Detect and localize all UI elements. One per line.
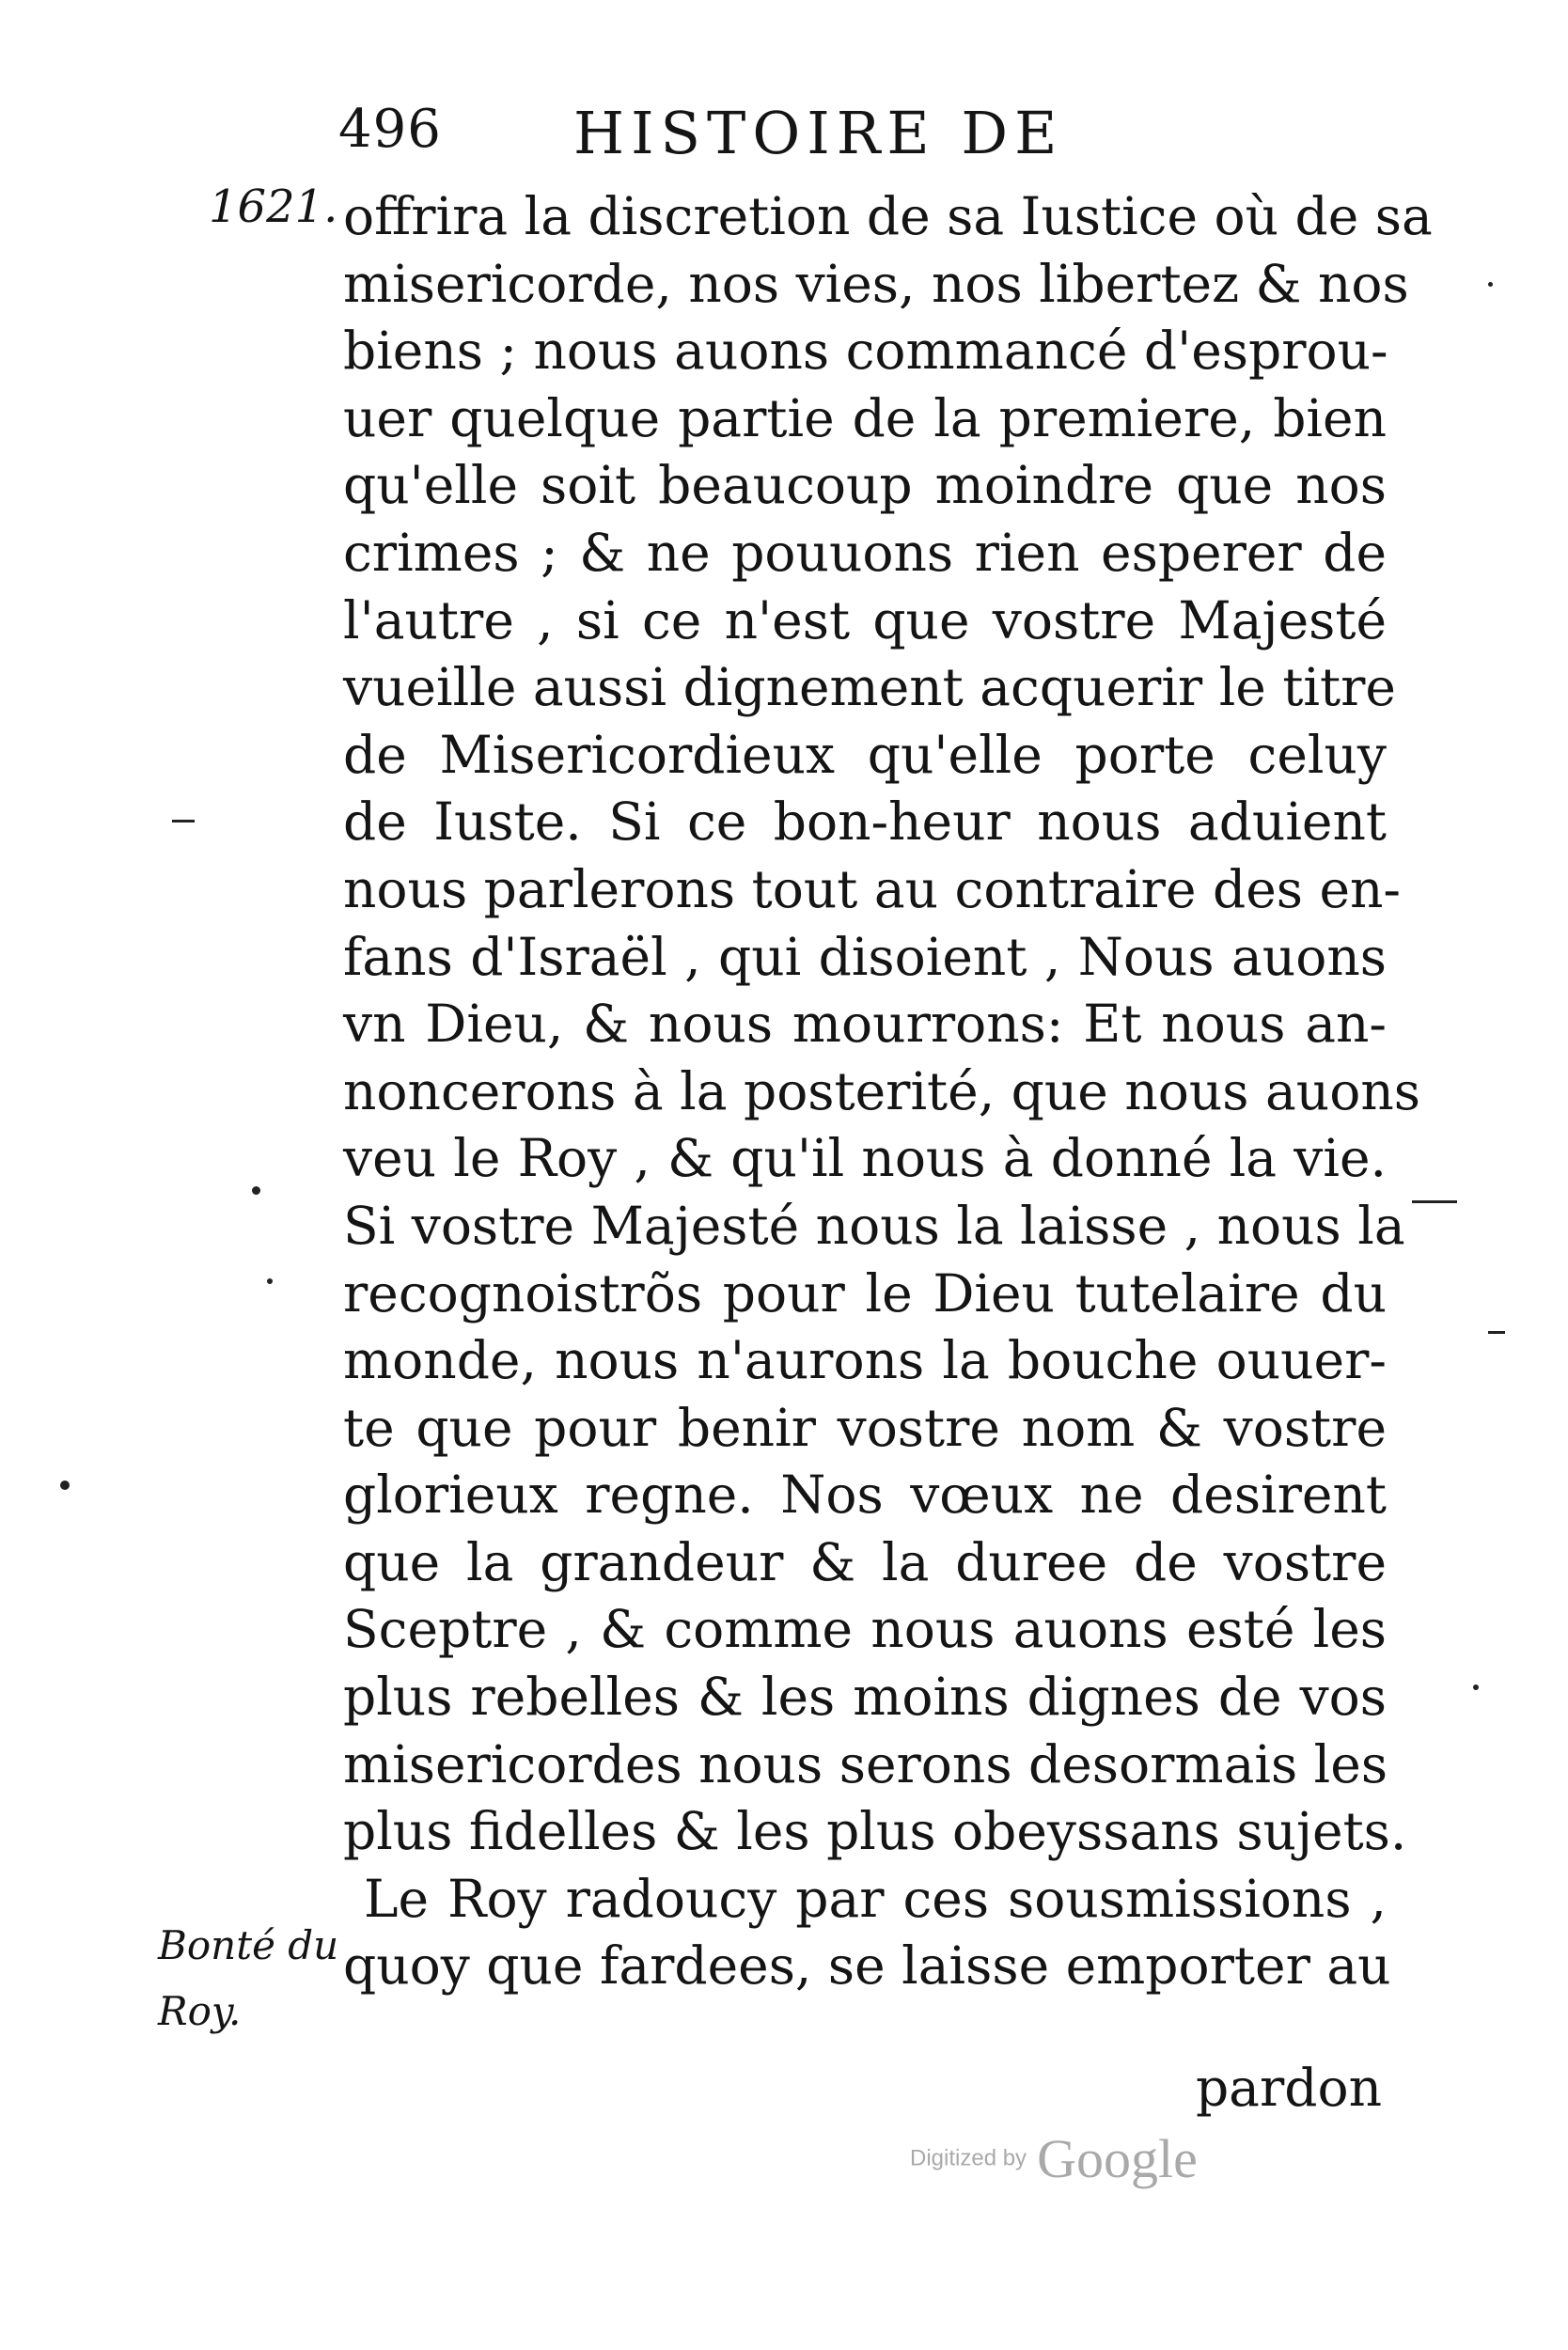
body-text [343,183,1433,2000]
catchword: pardon [1195,2058,1382,2118]
margin-year: 1621. [209,180,338,233]
margin-dash [1412,1200,1457,1203]
text-line: Sceptre , & comme nous auons esté les [343,1599,1387,1660]
page-header [338,99,1184,183]
margin-note [158,1913,346,2044]
ink-speck [1473,1684,1479,1690]
text-line: de Iuste. Si ce bon-heur nous aduient [343,791,1387,853]
text-line: offrira la discretion de sa Iustice où de sa [343,186,1433,246]
text-line: quoy que fardees, se laisse emporter au [343,1935,1391,1997]
margin-dash [1488,1331,1505,1334]
text-line: vueille aussi dignement acquerir le titre [343,657,1396,718]
text-line: recognoistrõs pour le Dieu tutelaire du [343,1262,1387,1324]
text-line: plus fidelles & les plus obeyssans sujets. [343,1801,1407,1862]
text-line: glorieux regne. Nos vœux ne desirent [343,1465,1387,1526]
text-line: plus rebelles & les moins dignes de vos [343,1667,1387,1728]
text-line: biens ; nous auons commancé d'esprou- [343,321,1388,382]
text-line: de Misericordieux qu'elle porte celuy [343,724,1387,785]
ink-speck [1488,282,1493,287]
watermark-prefix: Digitized by [910,2145,1027,2171]
margin-dash [172,820,195,822]
text-line: Si vostre Majesté nous la laisse , nous la [343,1195,1405,1256]
text-line: qu'elle soit beaucoup moindre que nos [343,455,1387,516]
text-line: te que pour benir vostre nom & vostre [343,1397,1387,1458]
margin-note-line: Bonté du [158,1922,339,1968]
text-line: l'autre , si ce n'est que vostre Majesté [343,589,1387,650]
text-line: uer quelque partie de la premiere, bien [343,387,1387,448]
text-line: misericorde, nos vies, nos libertez & nos [343,253,1409,314]
page-number: 496 [338,99,442,160]
text-line: veu le Roy , & qu'il nous à donné la vie. [343,1128,1387,1189]
ink-speck [252,1186,260,1195]
text-line: Le Roy radoucy par ces sousmissions , [364,1868,1387,1929]
text-line: noncerons à la posterité, que nous auons [343,1060,1420,1121]
margin-note-line: Roy. [158,1988,242,2034]
text-line: fans d'Israël , qui disoient , Nous auons [343,926,1387,987]
ink-speck [60,1480,70,1490]
text-line: crimes ; & ne pouuons rien esperer de [343,522,1387,583]
watermark-brand: Google [1037,2128,1198,2189]
text-line: monde, nous n'aurons la bouche ouuer- [343,1330,1387,1391]
text-line: nous parlerons tout au contraire des en- [343,858,1402,919]
running-head: HISTOIRE DE [573,99,1064,167]
digitized-watermark [910,2127,1198,2190]
text-line: vn Dieu, & nous mourrons: Et nous an- [343,994,1387,1055]
text-line: que la grandeur & la duree de vostre [343,1531,1387,1592]
text-line: misericordes nous serons desormais les [343,1733,1388,1794]
ink-speck [267,1278,273,1284]
